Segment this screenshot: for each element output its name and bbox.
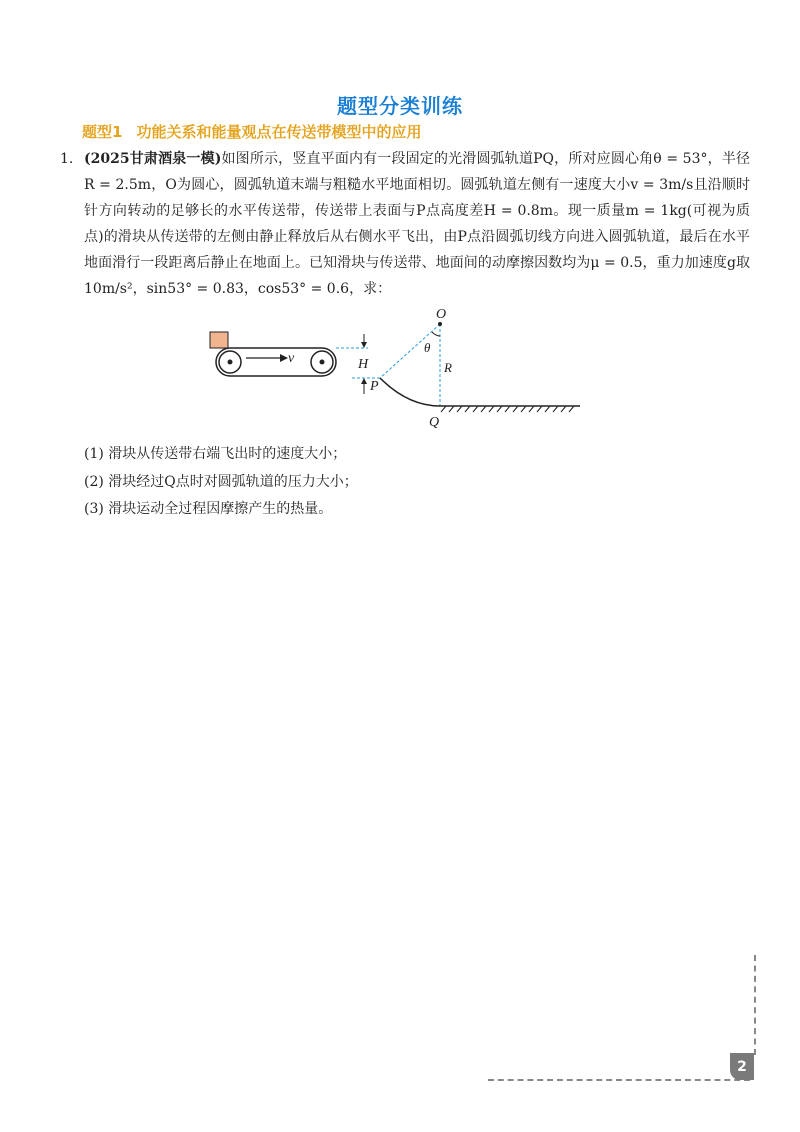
label-O: O — [436, 308, 447, 322]
label-R: R — [444, 360, 452, 375]
section-name: 功能关系和能量观点在传送带模型中的应用 — [136, 123, 422, 141]
question-body — [84, 146, 750, 302]
label-Q: Q — [429, 415, 440, 430]
label-P: P — [370, 379, 379, 394]
point-O — [438, 322, 442, 326]
page-number: 2 — [730, 1053, 754, 1080]
velocity-arrow — [280, 354, 288, 362]
sub-question-2: (2) 滑块经过Q点时对圆弧轨道的压力大小； — [84, 474, 358, 490]
sub-question-3: (3) 滑块运动全过程因摩擦产生的热量。 — [84, 501, 333, 517]
arc-track — [380, 378, 440, 406]
section-title — [82, 121, 421, 142]
label-H: H — [358, 357, 369, 372]
question-number: 1. — [60, 151, 74, 167]
page-title: 题型分类训练 — [337, 94, 463, 118]
conveyor-diagram — [196, 308, 596, 438]
page-footer-rule — [488, 1079, 750, 1081]
section-label: 题型1 — [82, 123, 123, 141]
slider-block — [210, 332, 228, 348]
page-side-rule — [754, 955, 756, 1055]
question-text: 如图所示，竖直平面内有一段固定的光滑圆弧轨道PQ，所对应圆心角θ = 53°，半径R = 2.5m，O为圆心，圆弧轨道末端与粗糙水平地面相切。圆弧轨道左侧有一速度大小v = 3m/s且沿顺时针方向转动的足够长的水平传送带，传送带上表面与P点高度差H = 0.8m。现一质量m = 1kg(可视为质点)的滑块从传送带的左侧由静止释放后从右侧水平飞出，由P点沿圆弧切线方向进入圆弧轨道，最后在水平地面滑行一段距离后静止在地面上。已知滑块与传送带、地面间的动摩擦因数均为μ = 0.5，重力加速度g取10m/s²，sin53° = 0.83，cos53° = 0.6，求： — [84, 151, 750, 297]
label-theta: θ — [424, 340, 431, 355]
question-1 — [60, 146, 750, 302]
label-v: v — [288, 351, 295, 366]
sub-question-1: (1) 滑块从传送带右端飞出时的速度大小； — [84, 446, 347, 462]
question-source: (2025甘肃酒泉一模) — [84, 151, 222, 167]
